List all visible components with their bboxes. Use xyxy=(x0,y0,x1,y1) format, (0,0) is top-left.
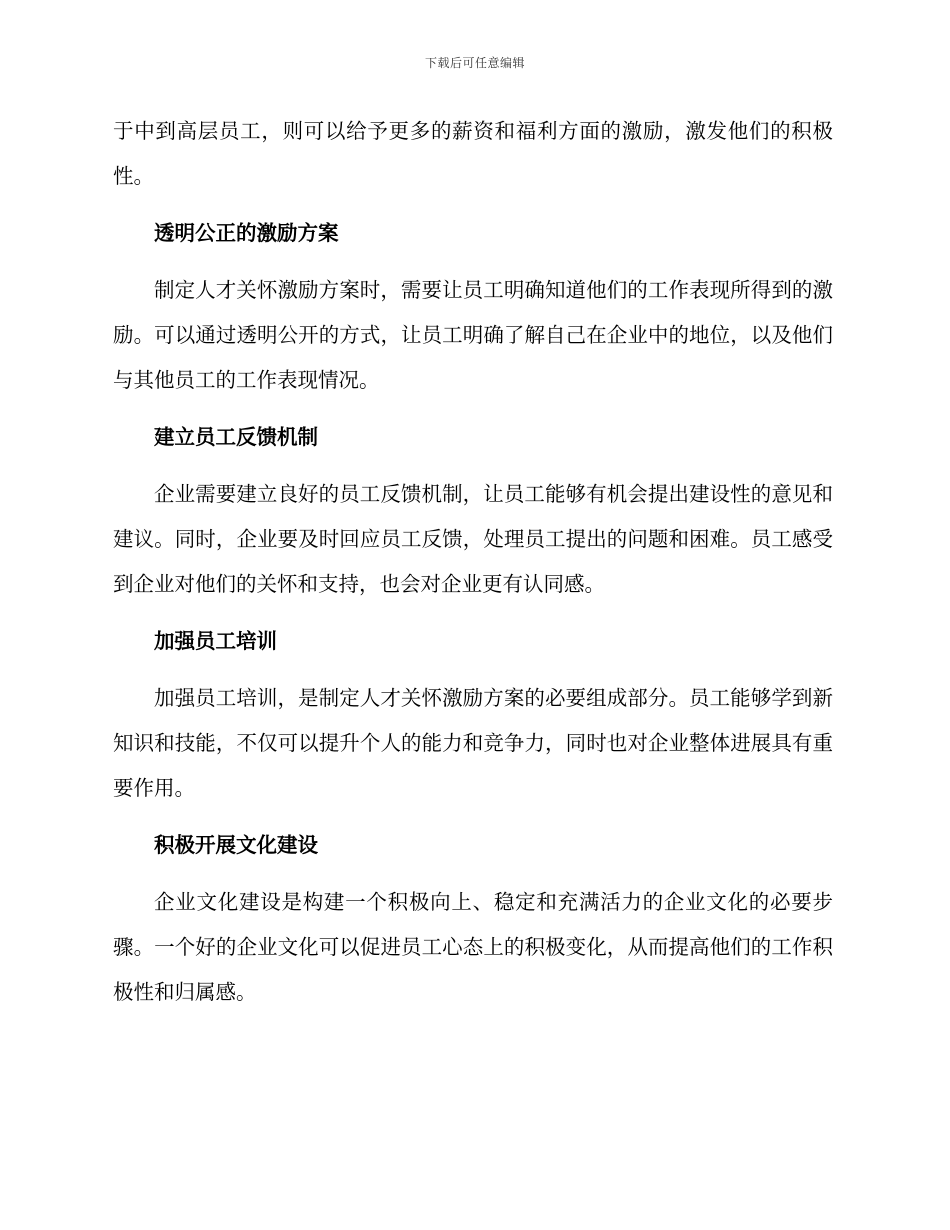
section-heading-feedback-mechanism: 建立员工反馈机制 xyxy=(154,425,318,449)
document-body xyxy=(113,109,833,1027)
section-heading-transparent-incentives: 透明公正的激励方案 xyxy=(154,221,339,245)
header-note: 下载后可任意编辑 xyxy=(424,56,525,70)
section-body-feedback-mechanism: 企业需要建立良好的员工反馈机制，让员工能够有机会提出建设性的意见和建议。同时，企业要及时回应员工反馈，处理员工提出的问题和困难。员工感受到企业对他们的关怀和支持，也会对企业更有认同感。 xyxy=(113,482,833,596)
section-heading-culture-building: 积极开展文化建设 xyxy=(154,833,318,857)
section-body-employee-training: 加强员工培训，是制定人才关怀激励方案的必要组成部分。员工能够学到新知识和技能，不仅可以提升个人的能力和竞争力，同时也对企业整体进展具有重要作用。 xyxy=(113,686,833,800)
section-heading-employee-training: 加强员工培训 xyxy=(154,629,277,653)
section-body-culture-building: 企业文化建设是构建一个积极向上、稳定和充满活力的企业文化的必要步骤。一个好的企业文化可以促进员工心态上的积极变化，从而提高他们的工作积极性和归属感。 xyxy=(113,890,833,1004)
section-body-transparent-incentives: 制定人才关怀激励方案时，需要让员工明确知道他们的工作表现所得到的激励。可以通过透明公开的方式，让员工明确了解自己在企业中的地位，以及他们与其他员工的工作表现情况。 xyxy=(113,278,833,392)
intro-paragraph: 于中到高层员工，则可以给予更多的薪资和福利方面的激励，激发他们的积极性。 xyxy=(113,119,833,188)
